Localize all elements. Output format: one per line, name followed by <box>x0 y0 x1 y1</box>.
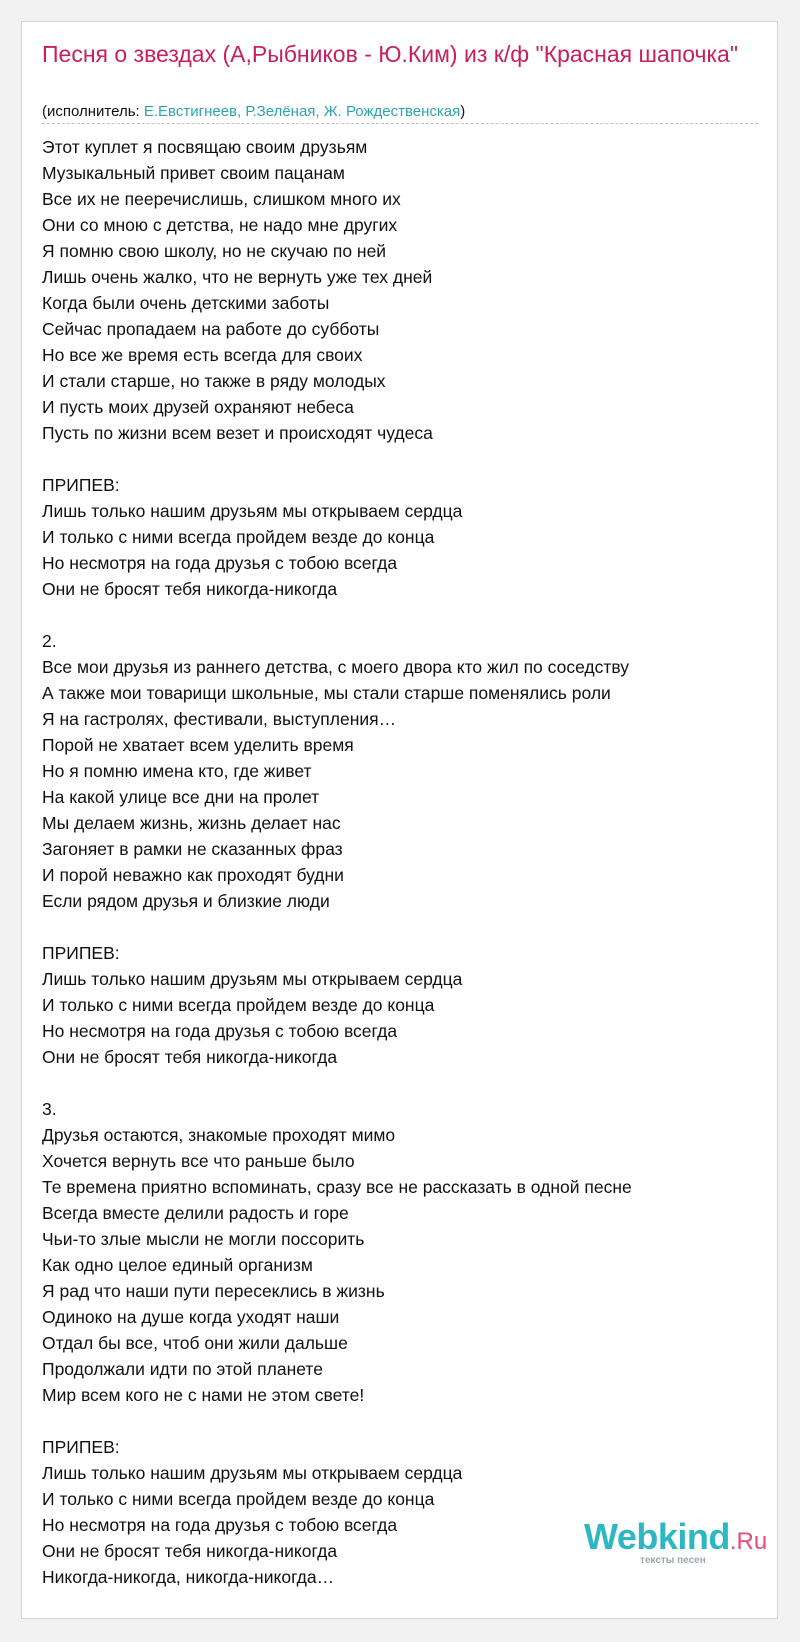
lyric-line: На какой улице все дни на пролет <box>42 787 320 807</box>
lyric-line: Продолжали идти по этой планете <box>42 1359 323 1379</box>
lyric-line: Мы делаем жизнь, жизнь делает нас <box>42 813 341 833</box>
lyrics-text <box>42 134 757 1590</box>
lyric-line: И пусть моих друзей охраняют небеса <box>42 397 354 417</box>
lyric-line: И только с ними всегда пройдем везде до конца <box>42 995 435 1015</box>
lyric-blank-line <box>42 446 757 472</box>
lyric-line: Музыкальный привет своим пацанам <box>42 163 345 183</box>
logo-tld: .Ru <box>729 1528 768 1555</box>
lyric-line: 3. <box>42 1099 57 1119</box>
lyric-line: Отдал бы все, чтоб они жили дальше <box>42 1333 348 1353</box>
lyric-line: Я помню свою школу, но не скучаю по ней <box>42 241 387 261</box>
lyric-line: Одиноко на душе когда уходят наши <box>42 1307 340 1327</box>
lyric-line: Пусть по жизни всем везет и происходят чудеса <box>42 423 433 443</box>
page-title: Песня о звездах (А,Рыбников - Ю.Ким) из к/ф "Красная шапочка" <box>42 41 738 67</box>
lyric-line: И только с ними всегда пройдем везде до конца <box>42 1489 435 1509</box>
lyric-line: И порой неважно как проходят будни <box>42 865 344 885</box>
lyric-line: Этот куплет я посвящаю своим друзьям <box>42 137 368 157</box>
performer-prefix: (исполнитель: <box>42 103 144 120</box>
lyric-line: Друзья остаются, знакомые проходят мимо <box>42 1125 396 1145</box>
lyric-blank-line <box>42 1408 757 1434</box>
lyric-line: Но несмотря на года друзья с тобою всегда <box>42 1021 398 1041</box>
lyric-line: Те времена приятно вспоминать, сразу все не рассказать в одной песне <box>42 1177 632 1197</box>
lyric-line: Хочется вернуть все что раньше было <box>42 1151 355 1171</box>
lyric-line: Я на гастролях, фестивали, выступления… <box>42 709 397 729</box>
lyric-line: Но несмотря на года друзья с тобою всегда <box>42 553 398 573</box>
logo-name: Webkind <box>584 1516 730 1557</box>
lyrics-card <box>21 21 778 1619</box>
lyric-line: Порой не хватает всем уделить время <box>42 735 354 755</box>
lyric-line: Как одно целое единый организм <box>42 1255 313 1275</box>
lyric-line: А также мои товарищи школьные, мы стали старше поменялись роли <box>42 683 611 703</box>
dashed-divider <box>42 123 758 124</box>
lyric-line: Лишь только нашим друзьям мы открываем сердца <box>42 501 463 521</box>
lyric-line: Но несмотря на года друзья с тобою всегда <box>42 1515 398 1535</box>
lyric-line: Если рядом друзья и близкие люди <box>42 891 330 911</box>
lyric-line: ПРИПЕВ: <box>42 475 120 495</box>
lyric-line: Но я помню имена кто, где живет <box>42 761 312 781</box>
lyric-line: И стали старше, но также в ряду молодых <box>42 371 386 391</box>
lyric-line: Всегда вместе делили радость и горе <box>42 1203 349 1223</box>
lyric-line: Они не бросят тебя никогда-никогда <box>42 1541 338 1561</box>
lyric-blank-line <box>42 914 757 940</box>
lyric-blank-line <box>42 1070 757 1096</box>
logo-tagline: тексты песен <box>640 1555 706 1566</box>
lyric-line: Лишь только нашим друзьям мы открываем сердца <box>42 1463 463 1483</box>
lyric-line: Они не бросят тебя никогда-никогда <box>42 579 338 599</box>
lyric-line: Лишь очень жалко, что не вернуть уже тех дней <box>42 267 433 287</box>
performer-line <box>42 102 465 122</box>
lyric-line: Сейчас пропадаем на работе до субботы <box>42 319 380 339</box>
lyric-line: Чьи-то злые мысли не могли поссорить <box>42 1229 365 1249</box>
lyric-line: Но все же время есть всегда для своих <box>42 345 363 365</box>
lyric-line: Мир всем кого не с нами не этом свете! <box>42 1385 365 1405</box>
lyric-line: И только с ними всегда пройдем везде до конца <box>42 527 435 547</box>
lyric-line: Они не бросят тебя никогда-никогда <box>42 1047 338 1067</box>
lyric-line: ПРИПЕВ: <box>42 943 120 963</box>
lyric-line: Никогда-никогда, никогда-никогда… <box>42 1567 335 1587</box>
lyric-blank-line <box>42 602 757 628</box>
lyric-line: Загоняет в рамки не сказанных фраз <box>42 839 343 859</box>
lyric-line: Все их не пееречислишь, слишком много их <box>42 189 401 209</box>
lyric-line: Все мои друзья из раннего детства, с моего двора кто жил по соседству <box>42 657 630 677</box>
lyric-line: 2. <box>42 631 57 651</box>
site-logo[interactable] <box>584 1517 774 1577</box>
performer-link[interactable]: Е.Евстигнеев, Р.Зелёная, Ж. Рождественская <box>143 103 461 120</box>
lyric-line: Они со мною с детства, не надо мне других <box>42 215 398 235</box>
performer-suffix: ) <box>460 103 466 120</box>
lyric-line: Я рад что наши пути пересеклись в жизнь <box>42 1281 385 1301</box>
lyric-line: Лишь только нашим друзьям мы открываем сердца <box>42 969 463 989</box>
lyric-line: ПРИПЕВ: <box>42 1437 120 1457</box>
lyric-line: Когда были очень детскими заботы <box>42 293 330 313</box>
